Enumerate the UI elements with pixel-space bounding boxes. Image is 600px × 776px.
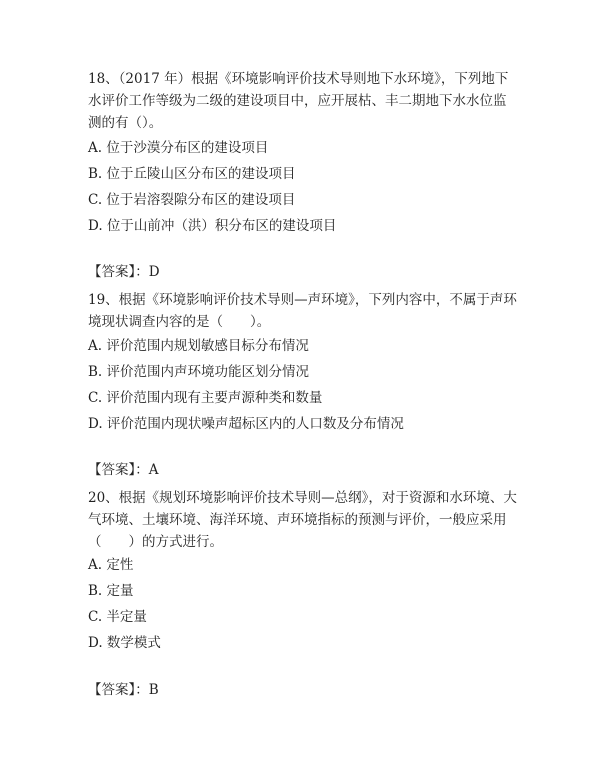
option-b	[88, 164, 518, 184]
option-label: C. 半定量	[88, 609, 147, 625]
option-d	[88, 216, 518, 236]
option-label: A. 评价范围内规划敏感目标分布情况	[88, 338, 309, 354]
option-b	[88, 362, 518, 382]
question-18	[88, 68, 518, 134]
option-label: B. 位于丘陵山区分布区的建设项目	[88, 166, 296, 182]
answer-20	[88, 680, 518, 700]
question-stem: 19、根据《环境影响评价技术导则—声环境》，下列内容中，不属于声环境现状调查内容的是（ ）。	[88, 292, 517, 330]
answer-18	[88, 262, 518, 282]
question-stem: 20、根据《规划环境影响评价技术导则—总纲》，对于资源和水环境、大气环境、土壤环境、海洋环境、声环境指标的预测与评价，一般应采用（ ）的方式进行。	[88, 490, 517, 550]
option-c	[88, 388, 518, 408]
answer-text: 【答案】：D	[88, 264, 160, 280]
option-label: D. 数学模式	[88, 635, 161, 651]
option-c	[88, 190, 518, 210]
option-d	[88, 414, 518, 434]
answer-text: 【答案】：A	[88, 462, 159, 478]
option-a	[88, 555, 518, 575]
option-label: B. 定量	[88, 583, 134, 599]
question-stem: 18、（2017 年）根据《环境影响评价技术导则地下水环境》，下列地下水评价工作等级为二级的建设项目中，应开展枯、丰二期地下水水位监测的有（）。	[88, 71, 509, 131]
option-label: D. 评价范围内现状噪声超标区内的人口数及分布情况	[88, 416, 404, 432]
option-label: C. 位于岩溶裂隙分布区的建设项目	[88, 192, 296, 208]
option-a	[88, 138, 518, 158]
option-d	[88, 633, 518, 653]
option-a	[88, 336, 518, 356]
question-20	[88, 487, 518, 553]
option-label: A. 位于沙漠分布区的建设项目	[88, 140, 269, 156]
answer-text: 【答案】：B	[88, 682, 159, 698]
question-19	[88, 289, 518, 333]
option-label: B. 评价范围内声环境功能区划分情况	[88, 364, 310, 380]
option-c	[88, 607, 518, 627]
option-label: D. 位于山前冲（洪）积分布区的建设项目	[88, 218, 337, 234]
answer-19	[88, 460, 518, 480]
option-b	[88, 581, 518, 601]
option-label: C. 评价范围内现有主要声源种类和数量	[88, 390, 323, 406]
option-label: A. 定性	[88, 557, 134, 573]
